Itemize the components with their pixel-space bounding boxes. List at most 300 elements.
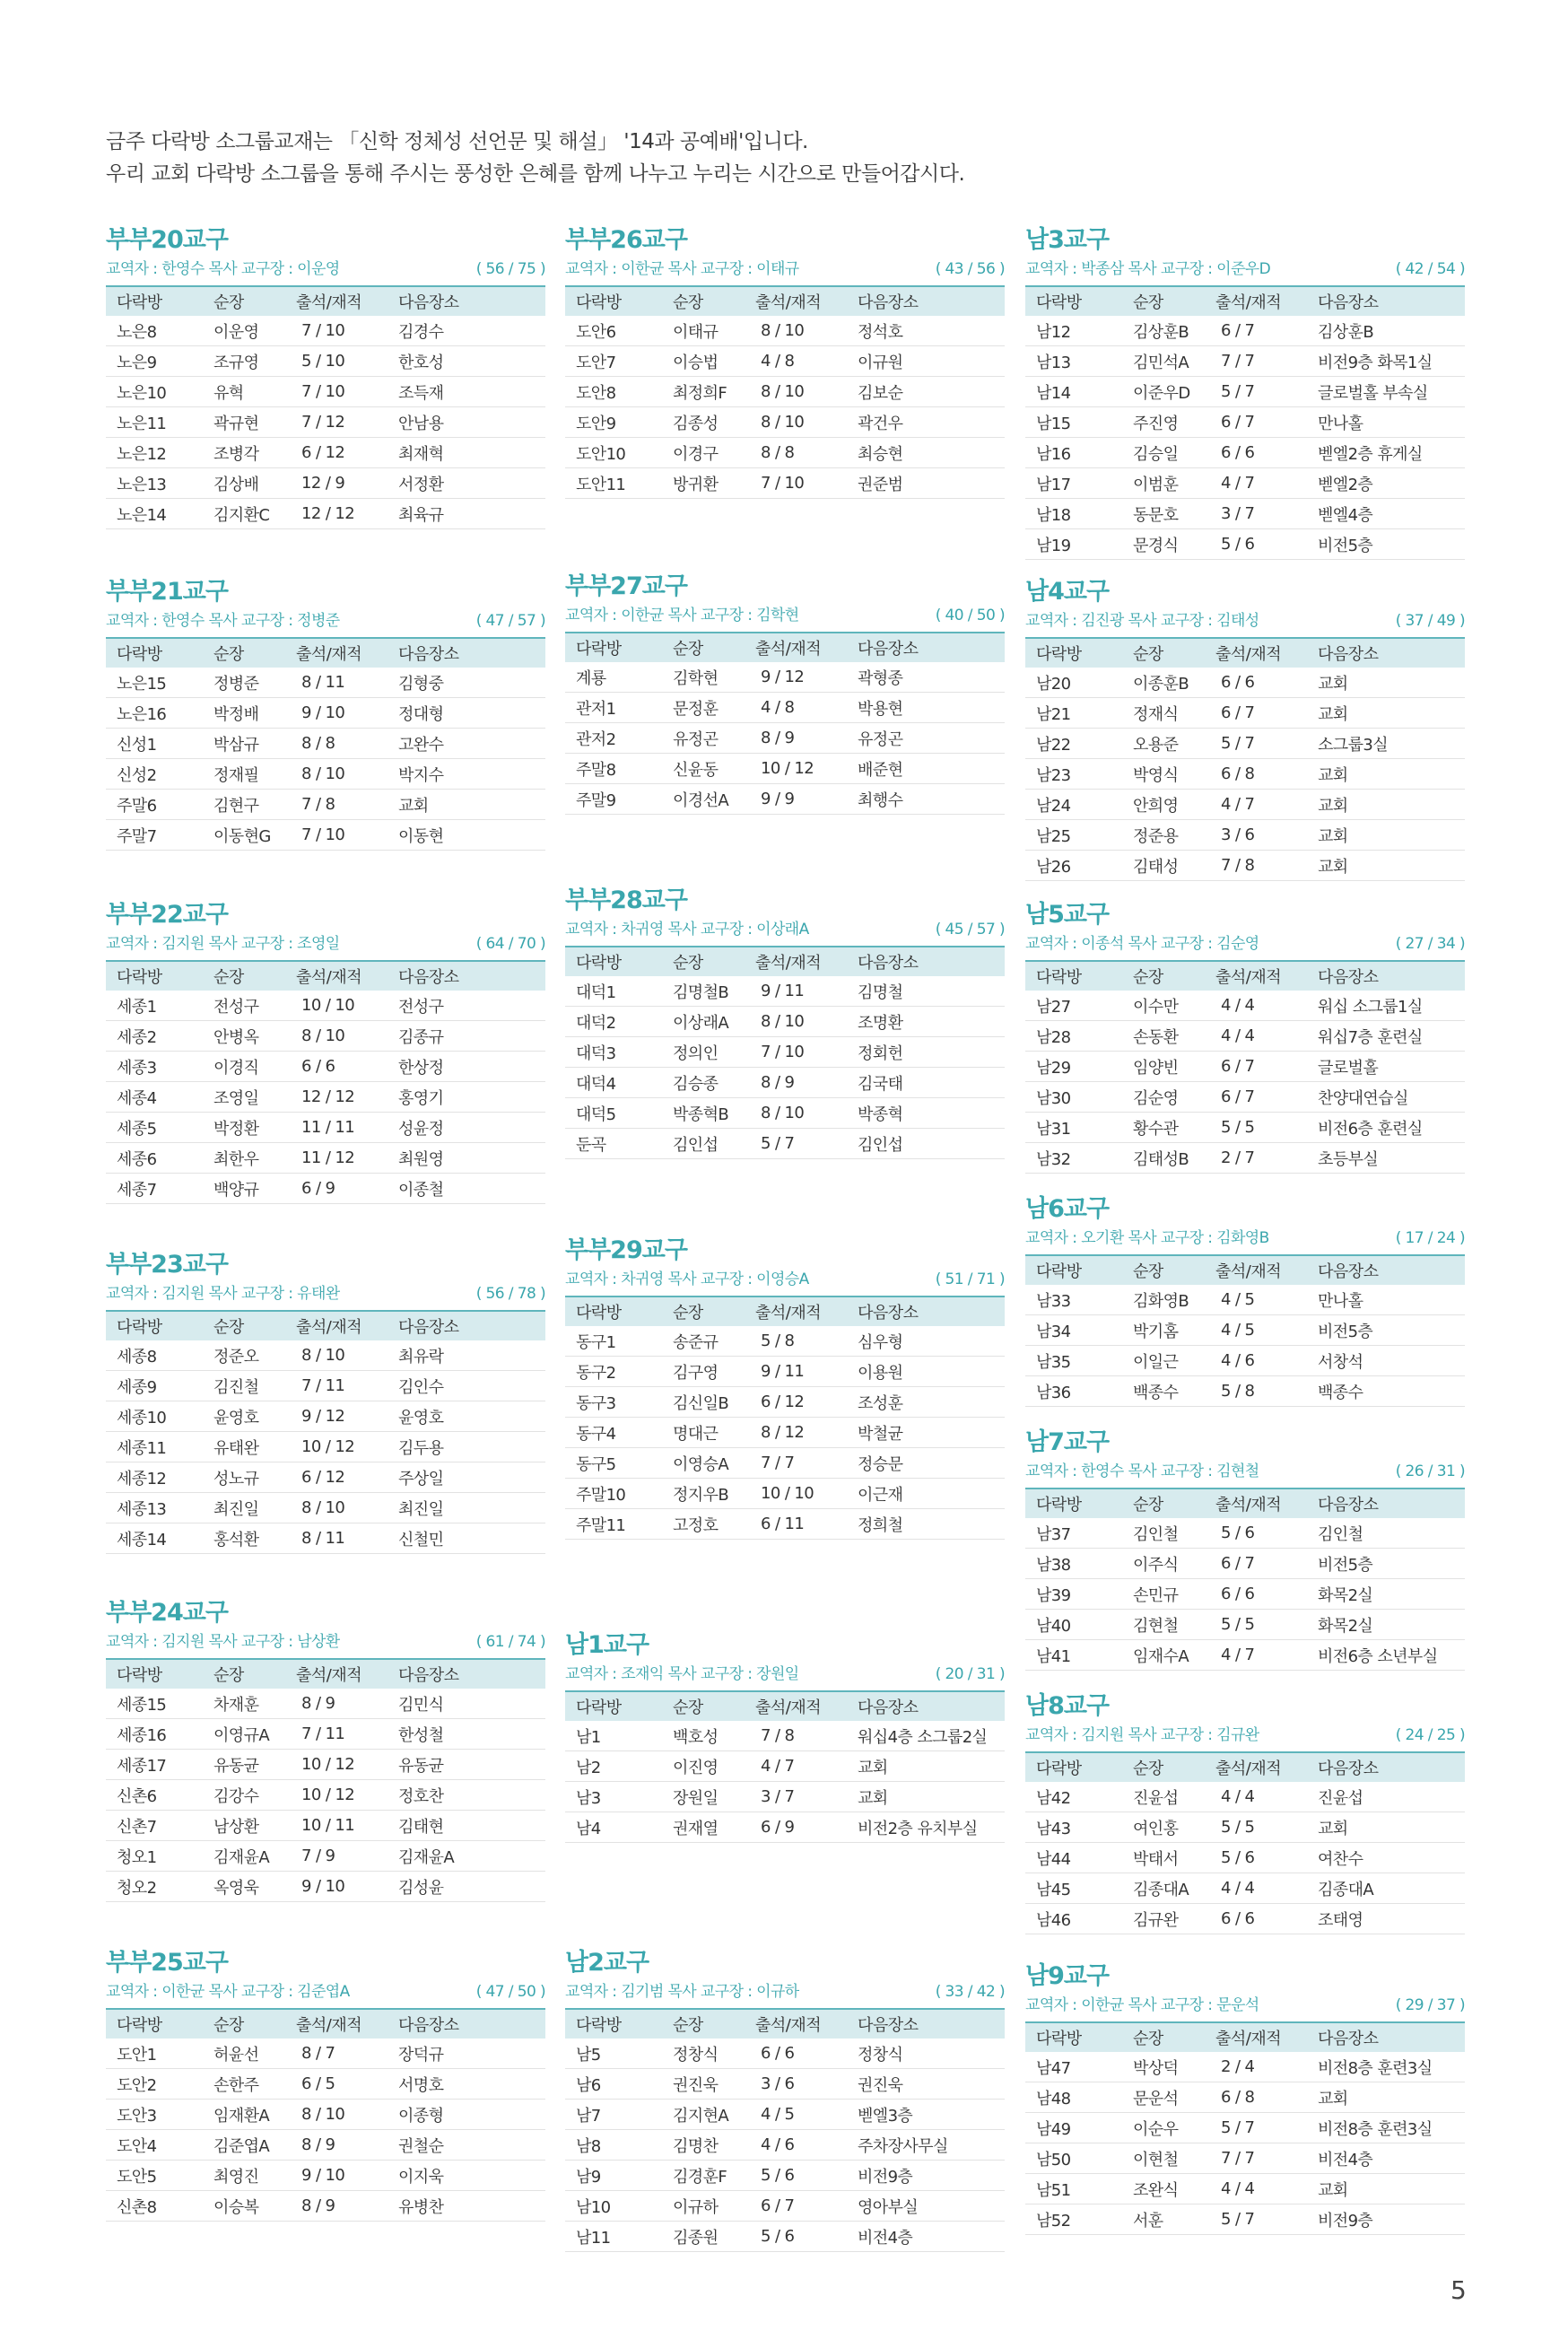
table-row [565, 754, 1005, 784]
cell-leader: 손동환 [1122, 1021, 1208, 1052]
table-row [106, 1719, 545, 1750]
cell-attendance: 6 / 5 [289, 2069, 388, 2100]
cell-attendance: 6 / 9 [289, 1174, 388, 1204]
cell-attendance: 8 / 9 [289, 2130, 388, 2161]
cell-next-place: 글로벌홀 [1307, 1052, 1465, 1082]
cell-attendance: 6 / 7 [1208, 1082, 1307, 1113]
cell-room: 남30 [1025, 1082, 1122, 1113]
cell-attendance: 8 / 9 [748, 1068, 847, 1098]
cell-next-place: 화목2실 [1307, 1579, 1465, 1610]
table-header-row [565, 2009, 1005, 2039]
table-row [565, 1721, 1005, 1751]
cell-room: 도안3 [106, 2100, 203, 2130]
group-title: 부부26교구 [565, 226, 687, 254]
cell-room: 관저2 [565, 723, 662, 754]
cell-leader: 이태규 [662, 316, 748, 346]
header-leader: 순장 [1133, 2030, 1163, 2048]
header-room: 다락방 [117, 645, 162, 664]
table-row [1025, 529, 1465, 560]
header-next-place: 다음장소 [1318, 645, 1379, 664]
cell-room: 남34 [1025, 1315, 1122, 1346]
cell-attendance: 6 / 12 [289, 438, 388, 468]
cell-next-place: 정창식 [847, 2039, 1005, 2069]
intro-line-1: 금주 다락방 소그룹교재는 「신학 정체성 선언문 및 해설」 '14과 공예배'입니다. [106, 130, 808, 153]
cell-attendance: 7 / 10 [289, 377, 388, 407]
cell-next-place: 교회 [1307, 790, 1465, 820]
cell-leader: 이종훈B [1122, 668, 1208, 698]
cell-leader: 안희영 [1122, 790, 1208, 820]
cell-attendance: 5 / 7 [1208, 2113, 1307, 2143]
table-row [106, 346, 545, 377]
cell-next-place: 최승현 [847, 438, 1005, 468]
header-attendance: 출석/재적 [296, 293, 362, 312]
group-title: 부부20교구 [106, 226, 228, 254]
group-meta [1025, 608, 1465, 633]
cell-room: 남16 [1025, 438, 1122, 468]
table-header-row [1025, 638, 1465, 668]
cell-attendance: 7 / 8 [1208, 851, 1307, 881]
group-table [1025, 1751, 1465, 1934]
cell-leader: 김명찬 [662, 2130, 748, 2161]
cell-leader: 박종혁B [662, 1098, 748, 1129]
cell-room: 도안8 [565, 377, 662, 407]
cell-room: 남23 [1025, 759, 1122, 790]
group-section [565, 224, 1005, 499]
table-row [1025, 1549, 1465, 1579]
cell-next-place: 이동현 [388, 820, 545, 851]
cell-next-place: 비전5층 [1307, 529, 1465, 560]
table-row [565, 1037, 1005, 1068]
cell-next-place: 한호성 [388, 346, 545, 377]
cell-next-place: 권철순 [388, 2130, 545, 2161]
cell-leader: 장원일 [662, 1782, 748, 1812]
cell-room: 남52 [1025, 2204, 1122, 2235]
cell-room: 세종8 [106, 1340, 203, 1371]
group-leaders: 교역자 : 이한균 목사 교구장 : 김준엽A [106, 1983, 350, 2001]
header-attendance: 출석/재적 [1215, 1496, 1282, 1515]
cell-next-place: 윤영호 [388, 1401, 545, 1432]
cell-attendance: 2 / 4 [1208, 2052, 1307, 2082]
cell-leader: 김상배 [203, 468, 289, 499]
cell-next-place: 유정곤 [847, 723, 1005, 754]
group-title: 남8교구 [1025, 1692, 1110, 1720]
header-next-place: 다음장소 [1318, 1262, 1379, 1281]
table-row [565, 346, 1005, 377]
cell-room: 도안10 [565, 438, 662, 468]
cell-leader: 김경훈F [662, 2161, 748, 2191]
cell-next-place: 교회 [1307, 759, 1465, 790]
cell-attendance: 8 / 7 [289, 2039, 388, 2069]
cell-room: 관저1 [565, 693, 662, 723]
cell-attendance: 4 / 5 [748, 2100, 847, 2130]
cell-leader: 김종대A [1122, 1873, 1208, 1904]
table-row [106, 1872, 545, 1902]
table-row [106, 668, 545, 698]
cell-leader: 이준우D [1122, 377, 1208, 407]
cell-leader: 정재필 [203, 759, 289, 790]
cell-room: 신성2 [106, 759, 203, 790]
table-row [1025, 499, 1465, 529]
cell-leader: 김민석A [1122, 346, 1208, 377]
cell-attendance: 5 / 7 [1208, 377, 1307, 407]
header-next-place: 다음장소 [1318, 968, 1379, 987]
table-row [565, 784, 1005, 815]
cell-room: 남27 [1025, 991, 1122, 1021]
table-row [106, 1493, 545, 1523]
table-header-row [1025, 1752, 1465, 1782]
cell-attendance: 8 / 11 [289, 1523, 388, 1554]
cell-next-place: 박종혁 [847, 1098, 1005, 1129]
cell-next-place: 교회 [847, 1751, 1005, 1782]
cell-next-place: 비전5층 [1307, 1549, 1465, 1579]
group-section [1025, 1690, 1465, 1934]
cell-room: 세종9 [106, 1371, 203, 1401]
group-title: 남4교구 [1025, 578, 1110, 606]
cell-room: 세종15 [106, 1689, 203, 1719]
table-row [106, 1113, 545, 1143]
table-row [106, 698, 545, 729]
cell-attendance: 7 / 9 [289, 1841, 388, 1872]
table-row [106, 1021, 545, 1052]
cell-next-place: 이종철 [388, 1174, 545, 1204]
cell-next-place: 백종수 [1307, 1376, 1465, 1407]
cell-attendance: 4 / 7 [1208, 790, 1307, 820]
table-row [106, 1401, 545, 1432]
cell-attendance: 5 / 7 [1208, 2204, 1307, 2235]
cell-room: 남4 [565, 1812, 662, 1843]
group-meta [565, 1979, 1005, 2004]
cell-attendance: 6 / 6 [289, 1052, 388, 1082]
group-attendance-ratio: ( 47 / 57 ) [475, 612, 545, 630]
cell-attendance: 7 / 8 [289, 790, 388, 820]
cell-attendance: 6 / 7 [748, 2191, 847, 2222]
group-section [565, 1947, 1005, 2252]
cell-leader: 조병각 [203, 438, 289, 468]
table-row [106, 2069, 545, 2100]
group-title: 남2교구 [565, 1949, 649, 1977]
cell-leader: 정준오 [203, 1340, 289, 1371]
table-row [106, 2100, 545, 2130]
cell-leader: 김학현 [662, 662, 748, 693]
header-next-place: 다음장소 [858, 2016, 919, 2035]
cell-room: 주말6 [106, 790, 203, 820]
table-header-row [106, 638, 545, 668]
cell-attendance: 9 / 12 [289, 1401, 388, 1432]
cell-leader: 여인홍 [1122, 1812, 1208, 1843]
cell-attendance: 8 / 10 [289, 1021, 388, 1052]
cell-leader: 손민규 [1122, 1579, 1208, 1610]
cell-next-place: 벧엘2층 휴게실 [1307, 438, 1465, 468]
cell-attendance: 8 / 9 [289, 1689, 388, 1719]
group-table [1025, 1254, 1465, 1407]
cell-attendance: 6 / 12 [289, 1462, 388, 1493]
cell-leader: 백종수 [1122, 1376, 1208, 1407]
cell-next-place: 김종규 [388, 1021, 545, 1052]
table-row [565, 407, 1005, 438]
cell-room: 세종5 [106, 1113, 203, 1143]
cell-next-place: 비전6층 소년부실 [1307, 1640, 1465, 1671]
group-leaders: 교역자 : 차귀영 목사 교구장 : 이영승A [565, 1270, 809, 1288]
cell-room: 세종17 [106, 1750, 203, 1780]
cell-leader: 서훈 [1122, 2204, 1208, 2235]
table-row [565, 723, 1005, 754]
table-row [1025, 2204, 1465, 2235]
header-room: 다락방 [1036, 968, 1082, 987]
cell-leader: 동문호 [1122, 499, 1208, 529]
cell-attendance: 5 / 7 [1208, 729, 1307, 759]
cell-room: 세종12 [106, 1462, 203, 1493]
cell-leader: 백호성 [662, 1721, 748, 1751]
cell-leader: 정지우B [662, 1479, 748, 1509]
cell-leader: 박기홈 [1122, 1315, 1208, 1346]
table-row [1025, 2082, 1465, 2113]
cell-attendance: 6 / 8 [1208, 2082, 1307, 2113]
cell-next-place: 벧엘2층 [1307, 468, 1465, 499]
group-section [106, 1947, 545, 2222]
cell-next-place: 고완수 [388, 729, 545, 759]
cell-next-place: 영아부실 [847, 2191, 1005, 2222]
table-row [565, 1098, 1005, 1129]
cell-leader: 이운영 [203, 316, 289, 346]
cell-leader: 김종원 [662, 2222, 748, 2252]
header-leader: 순장 [1133, 1262, 1163, 1281]
cell-room: 세종10 [106, 1401, 203, 1432]
cell-room: 남51 [1025, 2174, 1122, 2204]
cell-next-place: 비전4층 [847, 2222, 1005, 2252]
table-row [1025, 1843, 1465, 1873]
cell-attendance: 4 / 4 [1208, 1873, 1307, 1904]
group-table [106, 960, 545, 1204]
cell-next-place: 워십7층 훈련실 [1307, 1021, 1465, 1052]
cell-leader: 문경식 [1122, 529, 1208, 560]
header-next-place: 다음장소 [858, 954, 919, 973]
table-row [1025, 1052, 1465, 1082]
cell-attendance: 6 / 9 [748, 1812, 847, 1843]
cell-room: 둔곡 [565, 1129, 662, 1159]
header-leader: 순장 [213, 293, 244, 312]
group-attendance-ratio: ( 24 / 25 ) [1395, 1726, 1465, 1744]
cell-next-place: 김성윤 [388, 1872, 545, 1902]
cell-room: 남48 [1025, 2082, 1122, 2113]
cell-leader: 김종성 [662, 407, 748, 438]
cell-next-place: 조명환 [847, 1007, 1005, 1037]
cell-leader: 명대근 [662, 1418, 748, 1448]
group-section [1025, 576, 1465, 881]
header-room: 다락방 [576, 954, 622, 973]
cell-room: 남12 [1025, 316, 1122, 346]
header-next-place: 다음장소 [858, 293, 919, 312]
cell-next-place: 만나홀 [1307, 1285, 1465, 1315]
cell-leader: 박영식 [1122, 759, 1208, 790]
cell-room: 도안2 [106, 2069, 203, 2100]
table-row [565, 2161, 1005, 2191]
cell-leader: 문운석 [1122, 2082, 1208, 2113]
group-section [565, 1235, 1005, 1540]
cell-room: 남20 [1025, 668, 1122, 698]
header-next-place: 다음장소 [398, 2016, 459, 2035]
cell-attendance: 5 / 6 [1208, 1843, 1307, 1873]
cell-attendance: 4 / 4 [1208, 991, 1307, 1021]
cell-next-place: 소그룹3실 [1307, 729, 1465, 759]
cell-room: 도안9 [565, 407, 662, 438]
table-header-row [565, 286, 1005, 316]
cell-next-place: 김인섭 [847, 1129, 1005, 1159]
group-title: 부부25교구 [106, 1949, 228, 1977]
cell-room: 주말7 [106, 820, 203, 851]
cell-attendance: 5 / 10 [289, 346, 388, 377]
cell-attendance: 6 / 6 [1208, 668, 1307, 698]
cell-room: 남21 [1025, 698, 1122, 729]
cell-room: 노은11 [106, 407, 203, 438]
cell-room: 대덕2 [565, 1007, 662, 1037]
cell-leader: 김현철 [1122, 1610, 1208, 1640]
cell-next-place: 정희철 [847, 1509, 1005, 1540]
cell-leader: 김진철 [203, 1371, 289, 1401]
table-row [565, 377, 1005, 407]
table-row [1025, 759, 1465, 790]
header-next-place: 다음장소 [398, 645, 459, 664]
cell-room: 남5 [565, 2039, 662, 2069]
cell-leader: 이영승A [662, 1448, 748, 1479]
group-title: 부부29교구 [565, 1236, 687, 1264]
cell-leader: 최영진 [203, 2161, 289, 2191]
header-leader: 순장 [213, 2016, 244, 2035]
header-leader: 순장 [1133, 1759, 1163, 1778]
cell-attendance: 7 / 10 [289, 316, 388, 346]
cell-room: 신성1 [106, 729, 203, 759]
table-row [106, 1371, 545, 1401]
cell-room: 신촌6 [106, 1780, 203, 1811]
group-attendance-ratio: ( 40 / 50 ) [935, 607, 1005, 624]
cell-leader: 이현철 [1122, 2143, 1208, 2174]
cell-next-place: 정대형 [388, 698, 545, 729]
cell-leader: 백양규 [203, 1174, 289, 1204]
group-leaders: 교역자 : 조재익 목사 교구장 : 장원일 [565, 1665, 799, 1683]
cell-leader: 이일근 [1122, 1346, 1208, 1376]
cell-room: 세종1 [106, 991, 203, 1021]
cell-leader: 권진욱 [662, 2069, 748, 2100]
group-meta [565, 917, 1005, 942]
cell-next-place: 교회 [1307, 698, 1465, 729]
cell-leader: 임양빈 [1122, 1052, 1208, 1082]
group-table [106, 637, 545, 851]
group-meta [1025, 1459, 1465, 1484]
cell-next-place: 교회 [388, 790, 545, 820]
cell-attendance: 8 / 12 [748, 1418, 847, 1448]
table-row [1025, 1346, 1465, 1376]
cell-room: 노은9 [106, 346, 203, 377]
group-attendance-ratio: ( 43 / 56 ) [935, 260, 1005, 278]
cell-attendance: 8 / 10 [289, 1340, 388, 1371]
cell-room: 노은8 [106, 316, 203, 346]
cell-next-place: 교회 [1307, 1812, 1465, 1843]
table-row [565, 2039, 1005, 2069]
header-next-place: 다음장소 [1318, 2030, 1379, 2048]
cell-leader: 고정호 [662, 1509, 748, 1540]
cell-next-place: 유병찬 [388, 2191, 545, 2222]
cell-next-place: 권준범 [847, 468, 1005, 499]
cell-attendance: 7 / 8 [748, 1721, 847, 1751]
header-attendance: 출석/재적 [296, 968, 362, 987]
cell-leader: 유태완 [203, 1432, 289, 1462]
cell-leader: 윤영호 [203, 1401, 289, 1432]
cell-leader: 박태서 [1122, 1843, 1208, 1873]
table-row [565, 2130, 1005, 2161]
intro-line-2: 우리 교회 다락방 소그룹을 통해 주시는 풍성한 은혜를 함께 나누고 누리는 시간으로 만들어갑시다. [106, 162, 965, 186]
group-meta [565, 603, 1005, 628]
cell-room: 대덕3 [565, 1037, 662, 1068]
group-section [1025, 1427, 1465, 1671]
cell-next-place: 조성훈 [847, 1387, 1005, 1418]
cell-leader: 곽규현 [203, 407, 289, 438]
cell-next-place: 심우형 [847, 1326, 1005, 1357]
table-row [565, 1509, 1005, 1540]
group-table [565, 946, 1005, 1159]
cell-room: 남7 [565, 2100, 662, 2130]
header-attendance: 출석/재적 [1215, 2030, 1282, 2048]
cell-room: 남3 [565, 1782, 662, 1812]
cell-room: 남29 [1025, 1052, 1122, 1082]
cell-next-place: 최재혁 [388, 438, 545, 468]
cell-next-place: 성윤정 [388, 1113, 545, 1143]
cell-room: 세종16 [106, 1719, 203, 1750]
cell-attendance: 6 / 8 [1208, 759, 1307, 790]
cell-attendance: 6 / 6 [748, 2039, 847, 2069]
cell-room: 도안1 [106, 2039, 203, 2069]
table-row [106, 790, 545, 820]
header-next-place: 다음장소 [858, 640, 919, 659]
table-row [106, 438, 545, 468]
table-header-row [106, 1659, 545, 1689]
table-row [565, 2222, 1005, 2252]
header-attendance: 출석/재적 [1215, 645, 1282, 664]
cell-next-place: 비전5층 [1307, 1315, 1465, 1346]
header-room: 다락방 [576, 1304, 622, 1323]
cell-attendance: 4 / 4 [1208, 1782, 1307, 1812]
cell-attendance: 8 / 9 [289, 2191, 388, 2222]
group-meta [106, 931, 545, 956]
cell-next-place: 만나홀 [1307, 407, 1465, 438]
group-table [1025, 960, 1465, 1174]
table-row [106, 1052, 545, 1082]
cell-room: 남10 [565, 2191, 662, 2222]
header-leader: 순장 [1133, 968, 1163, 987]
cell-attendance: 4 / 7 [1208, 468, 1307, 499]
cell-next-place: 배준현 [847, 754, 1005, 784]
table-row [1025, 2143, 1465, 2174]
cell-attendance: 5 / 6 [748, 2222, 847, 2252]
cell-leader: 이범훈 [1122, 468, 1208, 499]
header-attendance: 출석/재적 [296, 645, 362, 664]
header-attendance: 출석/재적 [755, 293, 822, 312]
cell-next-place: 이용원 [847, 1357, 1005, 1387]
header-room: 다락방 [117, 1318, 162, 1337]
cell-attendance: 6 / 7 [1208, 1549, 1307, 1579]
group-table [1025, 285, 1465, 560]
cell-next-place: 벧엘4층 [1307, 499, 1465, 529]
cell-room: 남26 [1025, 851, 1122, 881]
cell-next-place: 주상일 [388, 1462, 545, 1493]
cell-attendance: 7 / 10 [289, 820, 388, 851]
cell-next-place: 주차장사무실 [847, 2130, 1005, 2161]
header-attendance: 출석/재적 [1215, 1759, 1282, 1778]
table-row [565, 1007, 1005, 1037]
group-meta [106, 1629, 545, 1654]
header-leader: 순장 [673, 954, 703, 973]
header-next-place: 다음장소 [1318, 1496, 1379, 1515]
cell-attendance: 5 / 5 [1208, 1610, 1307, 1640]
table-row [1025, 1082, 1465, 1113]
